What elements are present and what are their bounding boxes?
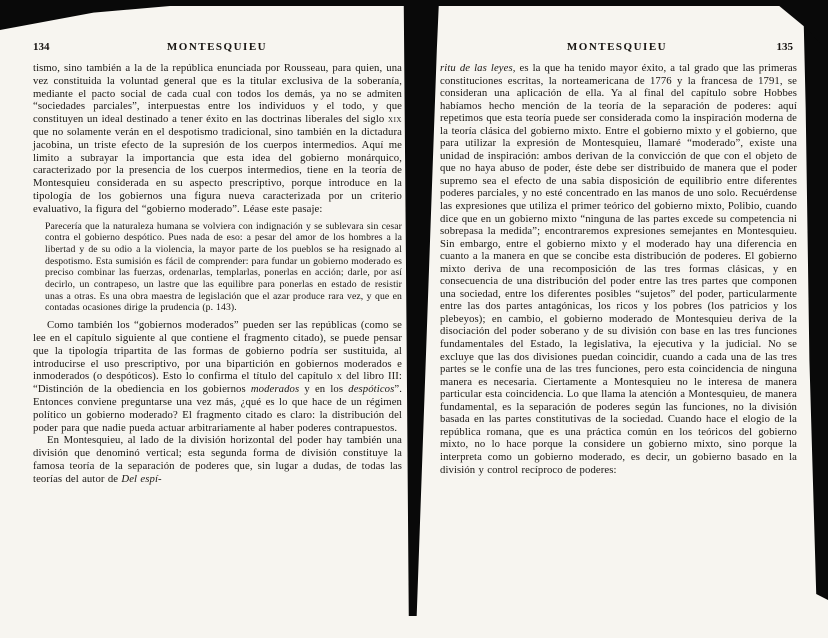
paragraph: tismo, sino también a la de la república enunciada por Rousseau, para quien, una vez constituida la voluntad general que es la titular exclusiva de la soberanía, mediante el pacto social de cada cual con todos los demás, ya no se admiten “sociedades parciales”, interpuestas entre los individuos y el todo, y que constituyen un ideal destinado a tener éxito en las doctrinas liberales del siglo xix que no solamente verán en el despotismo tradicional, sino también en la dictadura jacobina, un triste efecto de la supresión de los cuerpos intermedios. Aquí me limito a subrayar la importancia que esta idea del gobierno monárquico, caracterizado por la presencia de los cuerpos intermedios, tiene en la teoría de Montesquieu considerada en su aspecto prescriptivo, porque introduce en la tipología de los gobiernos una figura nueva caracterizada por un criterio evaluativo, la figura del “gobierno moderado”. Léase este pasaje: [33,62,402,215]
right-page [439,0,797,638]
paragraph: Como también los “gobiernos moderados” pueden ser las repúblicas (como se lee en el capítulo siguiente al que contiene el fragmento citado), se puede pensar que la tipología tripartita de las formas de gobierno podría ser sustituida, al introducirse el uso prescriptivo, por una bipartición en gobiernos moderados e inmoderados (o despóticos). Esto lo confirma el título del capítulo x del libro III: “Distinción de la obediencia en los gobiernos moderados y en los despóticos”. Entonces conviene preguntarse una vez más, ¿qué es lo que hace de un régimen político un gobierno moderado? El fragmento citado es claro: la distribución del poder para que nadie pueda actuar arbitrariamente al haber poderes contrapuestos. [33,319,402,434]
right-page-header [441,41,793,55]
scan-gutter-shadow [403,0,439,616]
left-page [0,0,403,638]
right-page-number: 135 [776,41,793,53]
right-running-header: MONTESQUIEU [566,41,668,53]
left-running-header: MONTESQUIEU [166,41,268,53]
paragraph: En Montesquieu, al lado de la división horizontal del poder hay también una división que denominó vertical; esta segunda forma de división constituye la famosa teoría de la separación de poderes que, sin lugar a dudas, de todas las teorías del autor de Del espí- [33,434,402,485]
left-page-number: 134 [33,41,50,53]
left-page-header [33,41,401,55]
right-page-body [440,62,797,476]
scan-right-edge [797,0,828,600]
paragraph: Parecería que la naturaleza humana se volviera con indignación y se sublevara sin cesar contra el gobierno despótico. Pues nada de eso: a pesar del amor de los hombres a la libertad y de su odio a la violencia, la mayor parte de los pueblos se ha resignado al despotismo. Esta sumisión es fácil de comprender: para fundar un gobierno moderado es preciso combinar las fuerzas, ordenarlas, templarlas, ponerlas en acción; darle, por así decirlo, un contrapeso, un lastre que las equilibre para ponerlas en estado de resistir unas a otras. Es una obra maestra de legislación que el azar produce rara vez, y que en contadas ocasiones dirige la prudencia (p. 143). [45,220,402,314]
paragraph: ritu de las leyes, es la que ha tenido mayor éxito, a tal grado que las primeras constituciones escritas, la norteamericana de 1776 y la francesa de 1791, se consideran una aplicación de ella. Ya al final del capítulo sobre Hobbes habíamos hecho mención de la teoría de la separación de poderes: aquí repetimos que esta teoría puede ser considerada como la inspiración moderna de la teoría clásica del gobierno mixto. Entre el gobierno mixto y el gobierno, que para utilizar la expresión de Montesquieu, llamaré “moderado”, existe una unidad de inspiración: ambos derivan de la convicción de que con el objeto de que no haya abuso de poder, éste debe ser distribuido de manera que el poder supremo sea el efecto de una sabia disposición de equilibrio entre diferentes poderes parciales, y no esté concentrado en las manos de uno solo. Recuérdense las expresiones que utiliza el primer teórico del gobierno mixto, Polibio, cuando dice que en un gobierno mixto “ninguna de las partes excede su competencia ni sobrepasa la medida”; encontraremos expresiones semejantes en Montesquieu. Sin embargo, entre el gobierno mixto y el moderado hay una diferencia en cuanto a la manera en que se concibe esta distribución de poderes. El gobierno mixto deriva de una recomposición de las tres formas clásicas, y en consecuencia de una distribución del poder entre las tres partes que componen una sociedad, entre los diferentes posibles “sujetos” del poder, particularmente entre las dos partes antagónicas, los ricos y los pobres (los patricios y los plebeyos); en cambio, el gobierno moderado de Montesquieu deriva de la disociación del poder soberano y de su división con base en las tres funciones fundamentales del Estado, la legislativa, la ejecutiva y la judicial. No se excluye que las dos divisiones puedan coincidir, cuando a cada una de las tres partes se le confíe una de las tres funciones, pero esta coincidencia de ninguna manera es necesaria. Ciertamente a Montesquieu no le interesa de manera particular esta coincidencia. Lo que llama la atención a Montesquieu, de manera fundamental, es la separación de poderes según las funciones, no la división basada en las partes constitutivas de la sociedad. Cuando hace el elogio de la república romana, que es una práctica común en los teóricos del gobierno mixto, no lo hace porque la considere un gobierno mixto, sino porque la interpreta como un gobierno moderado, es decir, un gobierno basado en la división y control recíproco de poderes: [440,62,797,476]
left-page-body [33,62,402,486]
